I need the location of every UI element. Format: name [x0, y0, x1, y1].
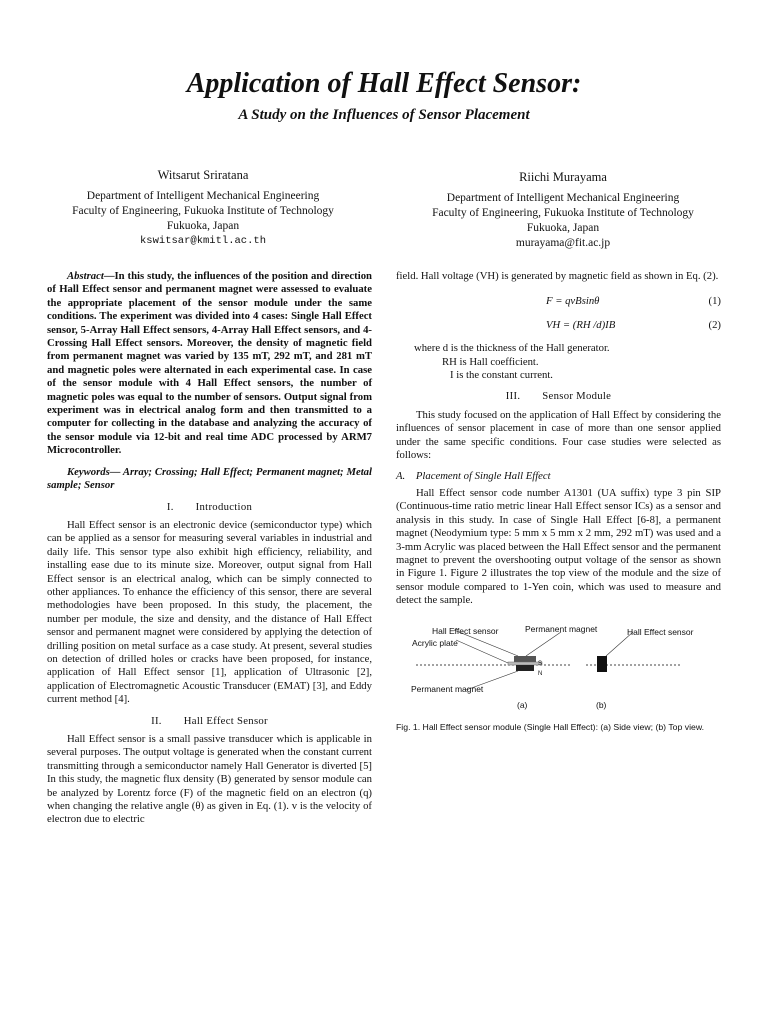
section-heading-sensor-module: III. Sensor Module	[505, 390, 612, 403]
section-heading-introduction: I. Introduction	[166, 500, 253, 513]
equation-1-body: F = qvBsinθ	[546, 295, 600, 308]
label-permanent-magnet-bottom: Permanent magnet	[411, 683, 484, 694]
section-heading-hall-effect-sensor: II. Hall Effect Sensor	[151, 714, 268, 727]
label-hall-sensor-a: Hall Effect sensor	[432, 625, 499, 636]
abstract-label: Abstract	[67, 270, 104, 282]
author-faculty: Faculty of Engineering, Fukuoka Institute of Technology	[72, 205, 334, 217]
where-line-2: RH is Hall coefficient.	[442, 355, 539, 368]
equation-2	[396, 319, 721, 332]
left-column	[47, 270, 372, 827]
magnet-side	[516, 665, 534, 671]
author-faculty: Faculty of Engineering, Fukuoka Institute of Technology	[432, 207, 694, 219]
leader-line	[456, 640, 508, 663]
equation-2-body: VH = (RH /d)IB	[546, 318, 616, 331]
subsection-a-text: Hall Effect sensor code number A1301 (UA suffix) type 3 pin SIP (Continuous-time ratio metric linear Hall Effect sensor ICs) as a sensor and analysis in this study. In case of Single Hall Effect [6-8], a permanent magnet (Neodymium type: 5 mm x 5 mm x 2 mm, 292 mT) was used and a 3-mm Acrylic was placed between the Hall Effect sensor and the permanent magnet to prevent the overshooting output voltage of the sensor as shown in Figure 1. Figure 2 illustrates the top view of the module and the size of sensor module compared to 1-Yen coin, which was used to measure and detect the sample.	[396, 486, 721, 607]
where-line-1: where d is the thickness of the Hall generator.	[414, 342, 610, 355]
keywords	[47, 466, 372, 493]
author-email[interactable]: kswitsar@kmitl.ac.th	[139, 235, 267, 247]
introduction-text: Hall Effect sensor is an electronic device (semiconductor type) which can be applied as a sensor for measuring several variables in industrial and daily life. This sensor type also exhibit high efficiency, reliability, and installing ease due to its minute size. Moreover, output signal from Hall Effect sensor is an electrical analog, which can be simply connected to other appliances. To enhance the efficiency of this sensor, there are several methodologies have been proposed. In this study, the placement, the number per module, the size and density, and the distance of Hall Effect sensor and permanent magnet were considered by applying the detection of drilling position on metal surface as a case study. At present, several studies on detection of drilled holes or cracks have been proposed, for instance, application of Hall Effect sensor [1], application of Ultrasonic [2], application of Electromagnetic Acoustic Transducer (EMAT) [3], and Eddy current method [4].	[47, 518, 372, 706]
equation-1	[396, 295, 721, 308]
abstract	[47, 270, 372, 458]
label-b: (b)	[596, 699, 607, 710]
where-line-3: I is the constant current.	[450, 369, 553, 382]
figure-1-caption: Fig. 1. Hall Effect sensor module (Single Hall Effect): (a) Side view; (b) Top view.	[396, 721, 705, 732]
author-location: Fukuoka, Japan	[166, 220, 240, 232]
author-block-2	[408, 170, 718, 251]
author-block-1	[48, 168, 358, 249]
label-acrylic-plate: Acrylic plate	[412, 637, 458, 648]
hall-sensor-side	[514, 656, 536, 662]
keywords-text: — Array; Crossing; Hall Effect; Permanent magnet; Metal sample; Sensor	[47, 465, 372, 492]
label-n-pole: N	[538, 670, 543, 677]
author-location: Fukuoka, Japan	[526, 222, 600, 234]
hall-effect-text: Hall Effect sensor is a small passive transducer which is applicable in several purposes. The output voltage is generated when the constant current transmitting through a semiconductor namely Hall Generator is diverted [5] In this study, the magnetic flux density (B) generated by sensor module can be analyzed by Lorentz force (F) of the magnetic field on an electron (q) when changing the relative angle (θ) as given in Eq. (1). v is the velocity of electron due to electric	[47, 733, 372, 826]
label-hall-sensor-b: Hall Effect sensor	[627, 626, 694, 637]
abstract-text: —In this study, the influences of the position and direction of Hall Effect sensor and permanent magnet were assessed to evaluate the appropriate placement of the sensor module under the same conditions. The experiment was divided into 4 cases: Single Hall Effect sensor, 5-Array Hall Effect sensors, 4-Array Hall Effect sensors, and 4-Crossing Hall Effect sensors. Moreover, the density of magnetic field from permanent magnet was varied by 135 mT, 292 mT, and 281 mT and magnetic poles were alternated in each experimental case. In case of the sensor module with 4 Hall Effect sensors, the number of magnetic poles was equal to the number of sensors. Output signal from experiment was in electrical analog form and then transmitted to a computer for collecting in the database and analyzing the accuracy of the sensor module via 12-bit and real time ADC processed by ARM7 Microcontroller.	[47, 270, 372, 457]
acrylic-plate-side	[508, 662, 542, 665]
where-list	[414, 342, 721, 382]
right-column	[396, 270, 721, 733]
keywords-label: Keywords	[67, 465, 110, 478]
hall-effect-continued: field. Hall voltage (VH) is generated by magnetic field as shown in Eq. (2).	[396, 270, 719, 282]
label-s-pole: S	[538, 660, 543, 667]
subsection-heading-a: A. Placement of Single Hall Effect	[396, 470, 551, 483]
author-name: Witsarut Sriratana	[157, 168, 249, 182]
author-name: Riichi Murayama	[519, 170, 607, 184]
paper-title: Application of Hall Effect Sensor:	[186, 68, 582, 99]
label-a: (a)	[517, 699, 528, 710]
sensor-top-view	[597, 656, 607, 672]
equation-2-number: (2)	[708, 318, 721, 331]
author-dept: Department of Intelligent Mechanical Engineering	[446, 192, 680, 204]
equation-1-number: (1)	[708, 295, 721, 308]
figure-1	[396, 618, 721, 718]
label-permanent-magnet-top: Permanent magnet	[525, 623, 598, 634]
sensor-module-text: This study focused on the application of Hall Effect by considering the influences of sensor placement in case of more than one sensor applied under the same specific conditions. Four case studies were selected as follows:	[396, 408, 721, 462]
author-email[interactable]: murayama@fit.ac.jp	[515, 237, 611, 249]
author-dept: Department of Intelligent Mechanical Engineering	[86, 190, 320, 202]
paper-subtitle: A Study on the Influences of Sensor Placement	[238, 107, 530, 123]
